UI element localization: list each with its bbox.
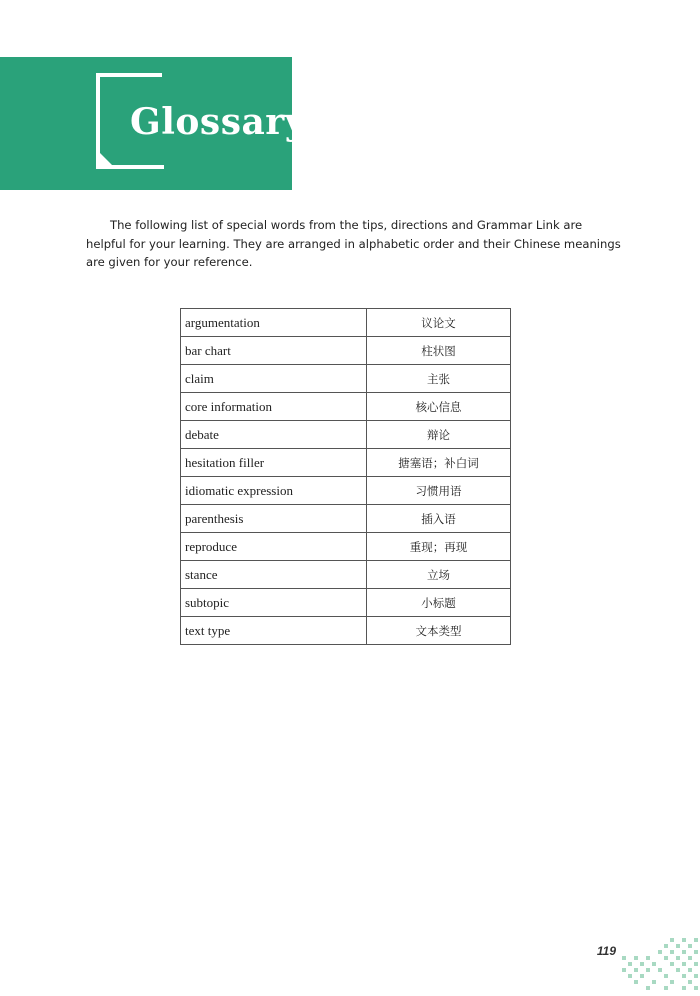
table-row [181, 337, 511, 365]
term-english: hesitation filler [181, 449, 367, 477]
page-title: Glossary [130, 101, 307, 143]
term-chinese: 搪塞语；补白词 [367, 449, 511, 477]
title-banner [0, 57, 307, 190]
term-chinese: 插入语 [367, 505, 511, 533]
term-chinese: 立场 [367, 561, 511, 589]
bracket-corner-notch [96, 149, 114, 167]
term-english: claim [181, 365, 367, 393]
term-english: bar chart [181, 337, 367, 365]
intro-text: The following list of special words from the tips, directions and Grammar Link are helpful for your learning. They are arranged in alphabetic order and their Chinese meanings are given for your reference. [86, 218, 621, 270]
dot-pattern-decoration [620, 936, 700, 996]
term-chinese: 核心信息 [367, 393, 511, 421]
term-chinese: 重现；再现 [367, 533, 511, 561]
table-row [181, 533, 511, 561]
term-english: idiomatic expression [181, 477, 367, 505]
table-row [181, 617, 511, 645]
term-english: argumentation [181, 309, 367, 337]
term-english: debate [181, 421, 367, 449]
term-english: reproduce [181, 533, 367, 561]
table-row [181, 365, 511, 393]
glossary-table [180, 308, 511, 645]
table-row [181, 309, 511, 337]
term-english: parenthesis [181, 505, 367, 533]
table-row [181, 393, 511, 421]
term-chinese: 小标题 [367, 589, 511, 617]
term-chinese: 柱状图 [367, 337, 511, 365]
term-chinese: 主张 [367, 365, 511, 393]
term-english: core information [181, 393, 367, 421]
table-row [181, 477, 511, 505]
table-row [181, 505, 511, 533]
table-row [181, 421, 511, 449]
page-number: 119 [596, 944, 616, 958]
term-chinese: 习惯用语 [367, 477, 511, 505]
term-chinese: 议论文 [367, 309, 511, 337]
table-row [181, 561, 511, 589]
term-chinese: 文本类型 [367, 617, 511, 645]
term-english: subtopic [181, 589, 367, 617]
table-row [181, 449, 511, 477]
intro-paragraph [86, 216, 622, 272]
table-row [181, 589, 511, 617]
term-english: stance [181, 561, 367, 589]
term-chinese: 辩论 [367, 421, 511, 449]
term-english: text type [181, 617, 367, 645]
